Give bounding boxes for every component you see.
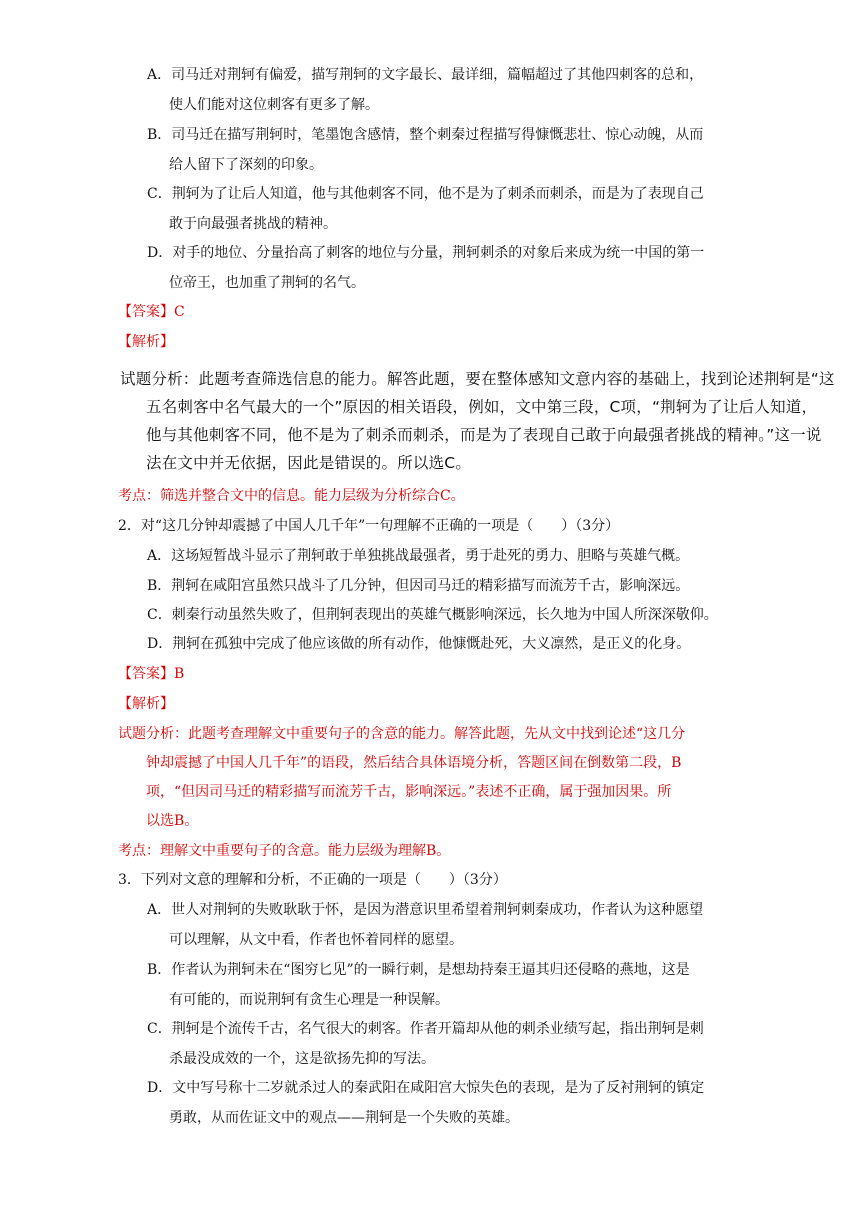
q2-analysis-line3: 项，“但因司马迁的精彩描写而流芳千古，影响深远。”表述不正确，属于强加因果。所 [146,784,672,800]
q1-answer: 【答案】C [118,304,185,320]
q3-option-c-line2: 杀最没成效的一个，这是欲扬先抑的写法。 [169,1051,435,1067]
q1-analysis-line3: 他与其他刺客不同，他不是为了刺杀而刺杀，而是为了表现自己敢于向最强者挑战的精神。”这一说 [146,426,822,444]
q1-option-c-line2: 敢于向最强者挑战的精神。 [169,216,337,232]
q3-option-d-line1: D．文中写号称十二岁就杀过人的秦武阳在咸阳宫大惊失色的表现，是为了反衬荆轲的镇定 [147,1080,705,1096]
q3-option-a-line2: 可以理解，从文中看，作者也怀着同样的愿望。 [169,932,463,948]
q1-option-b-line1: B．司马迁在描写荆轲时，笔墨饱含感情，整个刺秦过程描写得慷慨悲壮、惊心动魄，从而 [147,127,704,143]
q2-stem: 2．对“这几分钟却震撼了中国人几千年”一句理解不正确的一项是（ ）（3分） [118,518,620,534]
q3-option-c-line1: C．荆轲是个流传千古，名气很大的刺客。作者开篇却从他的刺杀业绩写起，指出荆轲是刺 [147,1021,704,1037]
q1-analysis-tag: 【解析】 [118,334,174,350]
q1-kaodian: 考点：筛选并整合文中的信息。能力层级为分析综合C。 [118,488,465,504]
q2-option-c: C．刺秦行动虽然失败了，但荆轲表现出的英雄气概影响深远，长久地为中国人所深深敬仰。 [147,607,718,623]
q2-analysis-tag: 【解析】 [118,696,174,712]
q1-analysis-line2: 五名刺客中名气最大的一个”原因的相关语段，例如，文中第三段，C项，“荆轲为了让后人知道， [146,398,818,416]
q2-analysis-line1: 试题分析：此题考查理解文中重要句子的含意的能力。解答此题，先从文中找到论述“这几分 [118,726,686,742]
q1-option-a-line1: A．司马迁对荆轲有偏爱，描写荆轲的文字最长、最详细，篇幅超过了其他四刺客的总和， [147,67,704,83]
q2-analysis-line2: 钟却震撼了中国人几千年”的语段，然后结合具体语境分析，答题区间在倒数第二段，B [146,755,682,771]
q1-option-b-line2: 给人留下了深刻的印象。 [169,157,323,173]
q3-option-d-line2: 勇敢，从而佐证文中的观点——荆轲是一个失败的英雄。 [169,1110,519,1126]
q3-option-b-line1: B．作者认为荆轲未在“图穷匕见”的一瞬行刺，是想劫持秦王逼其归还侵略的燕地，这是 [147,962,690,978]
q2-option-d: D．荆轲在孤独中完成了他应该做的所有动作，他慷慨赴死，大义凛然，是正义的化身。 [147,636,691,652]
q1-analysis-line4: 法在文中并无依据，因此是错误的。所以选C。 [146,454,472,472]
q3-option-a-line1: A．世人对荆轲的失败耿耿于怀，是因为潜意识里希望着荆轲刺秦成功，作者认为这种愿望 [147,902,704,918]
q1-analysis-line1: 试题分析：此题考查筛选信息的能力。解答此题，要在整体感知文意内容的基础上，找到论述荆轲是“这 [120,370,835,388]
q1-option-d-line2: 位帝王，也加重了荆轲的名气。 [169,275,365,291]
q2-analysis-line4: 以选B。 [146,813,199,829]
q3-stem: 3．下列对文意的理解和分析，不正确的一项是（ ）（3分） [118,872,507,888]
q1-option-a-line2: 使人们能对这位刺客有更多了解。 [169,97,379,113]
q2-option-a: A．这场短暂战斗显示了荆轲敢于单独挑战最强者，勇于赴死的勇力、胆略与英雄气概。 [147,548,690,564]
q2-answer: 【答案】B [118,666,185,682]
q1-option-c-line1: C．荆轲为了让后人知道，他与其他刺客不同，他不是为了刺杀而刺杀，而是为了表现自己 [147,186,704,202]
q3-option-b-line2: 有可能的，而说荆轲有贪生心理是一种误解。 [169,992,449,1008]
q2-option-b: B．荆轲在咸阳宫虽然只战斗了几分钟，但因司马迁的精彩描写而流芳千古，影响深远。 [147,578,690,594]
q1-option-d-line1: D．对手的地位、分量抬高了刺客的地位与分量，荆轲刺杀的对象后来成为统一中国的第一 [147,245,705,261]
q2-kaodian: 考点：理解文中重要句子的含意。能力层级为理解B。 [118,843,451,859]
